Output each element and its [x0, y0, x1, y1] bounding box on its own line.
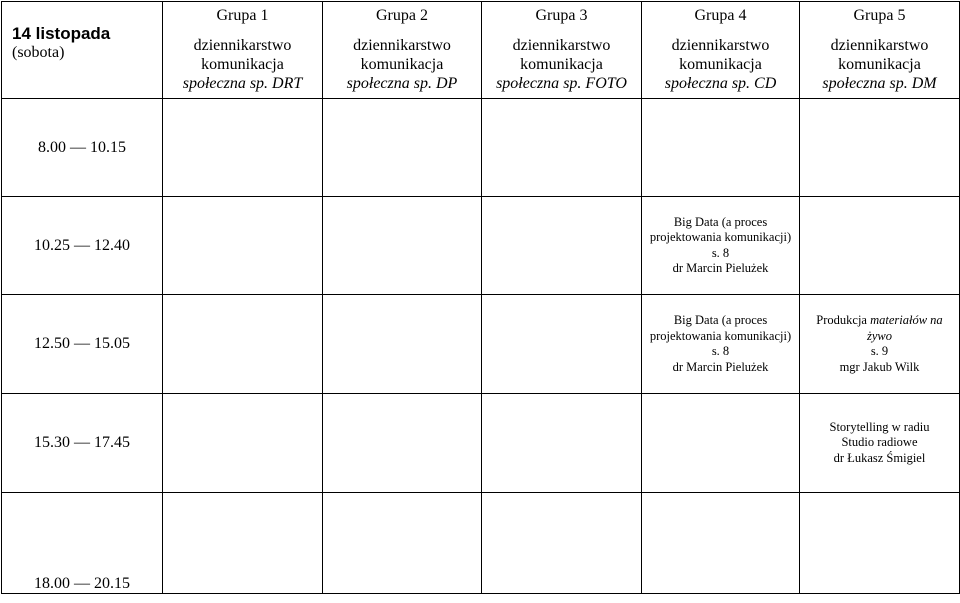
slot-row-3: [2, 295, 960, 394]
group-header-4: [642, 2, 800, 99]
empty-cell: [163, 295, 323, 394]
empty-cell: [163, 99, 323, 197]
group-line1: dziennikarstwo: [353, 37, 451, 54]
empty-cell: [323, 99, 482, 197]
empty-cell: [800, 493, 960, 594]
empty-cell: [323, 493, 482, 594]
group-line1: dziennikarstwo: [193, 37, 292, 54]
class-title-cont: projektowania komunikacji): [649, 328, 792, 343]
class-title-b: materiałów na: [870, 313, 943, 327]
class-title: [800, 313, 959, 329]
group-line3b: sp. DM: [889, 75, 937, 92]
group-line2: komunikacja: [520, 56, 603, 73]
empty-cell: [482, 493, 642, 594]
class-title-cont: projektowania komunikacji): [649, 230, 792, 244]
day-weekday: (sobota): [12, 44, 65, 61]
class-room: s. 8: [711, 245, 730, 260]
empty-cell: [482, 394, 642, 493]
class-cell-bigdata[interactable]: [642, 295, 800, 394]
class-cell-bigdata[interactable]: [642, 197, 800, 295]
group-header-5: [800, 2, 960, 99]
group-line3b: sp. FOTO: [563, 75, 627, 92]
empty-cell: [163, 493, 323, 594]
class-teacher: mgr Jakub Wilk: [839, 359, 920, 374]
group-line3a: społeczna: [664, 75, 728, 92]
group-name: Grupa 3: [535, 7, 588, 24]
group-specialization: [482, 74, 641, 93]
group-header-3: [482, 2, 642, 99]
empty-cell: [800, 99, 960, 197]
class-teacher: dr Łukasz Śmigiel: [833, 450, 926, 465]
group-name: Grupa 4: [694, 7, 747, 24]
day-date: 14 listopada: [12, 24, 111, 43]
empty-cell: [800, 197, 960, 295]
empty-cell: [642, 493, 800, 594]
time-slot: 18.00 — 20.15: [2, 493, 163, 594]
class-cell-produkcja[interactable]: [800, 295, 960, 394]
slot-row-1: [2, 99, 960, 197]
class-title: Storytelling w radiu: [829, 419, 930, 434]
empty-cell: [482, 197, 642, 295]
group-name: Grupa 5: [853, 7, 906, 24]
class-title: Big Data (a proces: [673, 214, 768, 229]
class-title-a: Produkcja: [816, 313, 867, 327]
group-header-2: [323, 2, 482, 99]
group-specialization: [800, 74, 959, 93]
class-teacher: dr Marcin Pielużek: [672, 359, 769, 374]
time-slot: 15.30 — 17.45: [2, 394, 163, 493]
empty-cell: [323, 295, 482, 394]
slot-row-5: [2, 493, 960, 594]
class-room: Studio radiowe: [841, 435, 918, 450]
class-room: s. 9: [870, 344, 889, 358]
empty-cell: [163, 394, 323, 493]
group-line2: komunikacja: [201, 56, 284, 73]
schedule-table: [1, 1, 960, 594]
time-slot: 8.00 — 10.15: [2, 99, 163, 197]
time-slot: 12.50 — 15.05: [2, 295, 163, 394]
empty-cell: [163, 197, 323, 295]
group-line1: dziennikarstwo: [671, 37, 770, 54]
empty-cell: [642, 394, 800, 493]
group-specialization: [323, 74, 481, 93]
group-line2: komunikacja: [679, 56, 762, 73]
class-title-c: żywo: [867, 328, 892, 343]
class-title: Big Data (a proces: [673, 313, 768, 327]
group-line3b: sp. CD: [731, 75, 777, 92]
group-header-1: [163, 2, 323, 99]
group-line3b: sp. DRT: [249, 75, 303, 92]
group-line3a: społeczna: [496, 75, 560, 92]
day-cell: [2, 2, 163, 99]
empty-cell: [482, 99, 642, 197]
group-line2: komunikacja: [838, 56, 921, 73]
empty-cell: [642, 99, 800, 197]
group-line3b: sp. DP: [413, 75, 458, 92]
group-line3a: społeczna: [822, 75, 886, 92]
header-row: [2, 2, 960, 99]
group-specialization: [163, 74, 322, 93]
slot-row-4: [2, 394, 960, 493]
slot-row-2: [2, 197, 960, 295]
class-title-cont: [800, 329, 959, 345]
time-slot: 10.25 — 12.40: [2, 197, 163, 295]
group-line1: dziennikarstwo: [830, 37, 929, 54]
class-cell-storytelling[interactable]: [800, 394, 960, 493]
class-teacher: dr Marcin Pielużek: [672, 261, 769, 275]
group-specialization: [642, 74, 799, 93]
group-name: Grupa 2: [376, 7, 428, 24]
group-line2: komunikacja: [360, 56, 444, 73]
class-room: s. 8: [711, 344, 730, 358]
group-line3a: społeczna: [182, 75, 246, 92]
empty-cell: [323, 197, 482, 295]
empty-cell: [323, 394, 482, 493]
group-line3a: społeczna: [346, 75, 410, 92]
group-line1: dziennikarstwo: [512, 37, 611, 54]
empty-cell: [482, 295, 642, 394]
group-name: Grupa 1: [216, 7, 269, 24]
